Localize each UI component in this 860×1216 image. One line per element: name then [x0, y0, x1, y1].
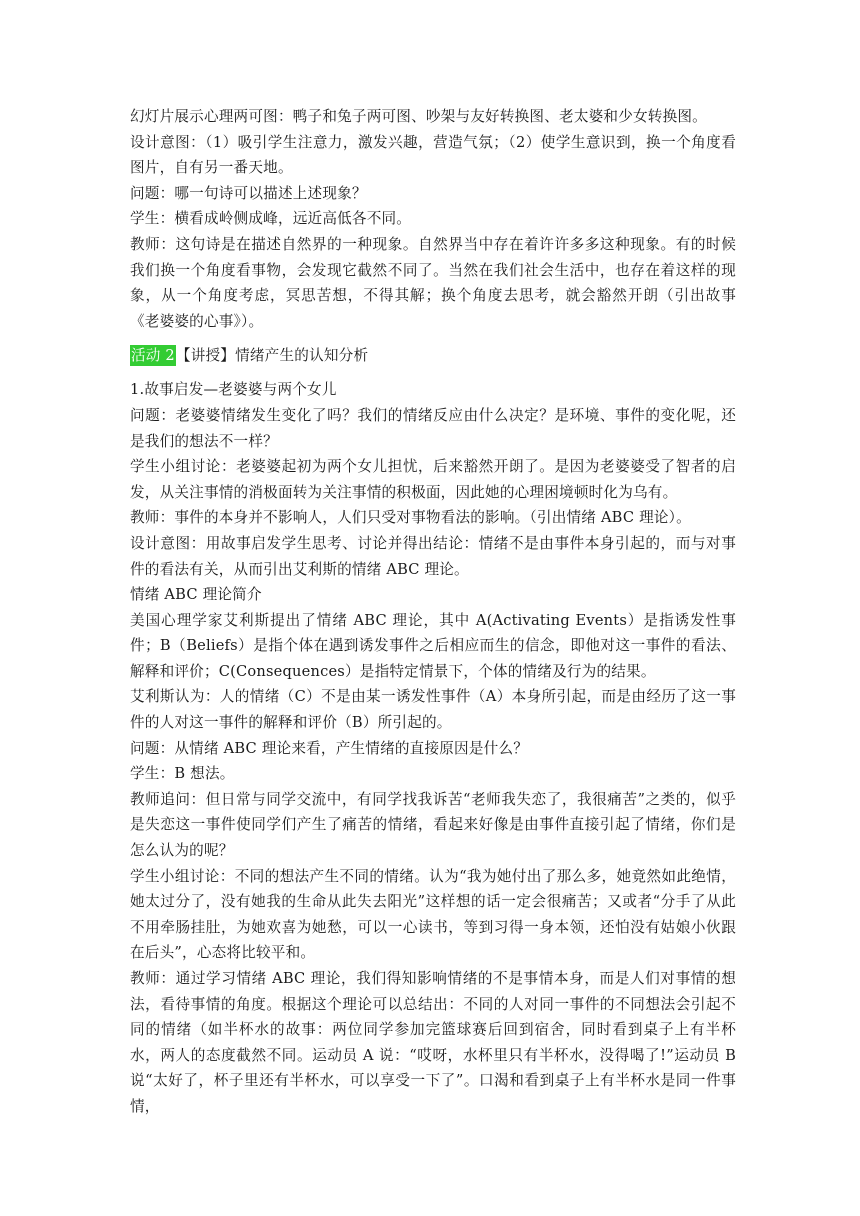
- paragraph-abc-definition: 美国心理学家艾利斯提出了情绪 ABC 理论，其中 A(Activating Events）是指诱发性事件；B（Beliefs）是指个体在遇到诱发事件之后相应而生的信念，即他对这一事件的看法、解释和评价；C(Consequences）是指特定情景下，个体的情绪及行为的结果。: [130, 611, 736, 680]
- paragraph-abc-heading: 情绪 ABC 理论简介: [130, 586, 262, 604]
- paragraph-teacher-followup: 教师追问：但日常与同学交流中，有同学找我诉苦“老师我失恋了，我很痛苦”之类的，似乎是失恋这一事件使同学们产生了痛苦的情绪，看起来好像是由事件直接引起了情绪，你们是怎么认为的呢？: [130, 790, 736, 860]
- paragraph-design-intent: 设计意图：（1）吸引学生注意力，激发兴趣，营造气氛；（2）使学生意识到，换一个角度看图片，自有另一番天地。: [130, 133, 736, 177]
- paragraph-group-discussion-2: 学生小组讨论：不同的想法产生不同的情绪。认为“我为她付出了那么多，她竟然如此绝情，她太过分了，没有她我的生命从此失去阳光”这样想的话一定会很痛苦；又或者“分手了从此不用牵肠挂肚，为她欢喜为她愁，可以一心读书，等到习得一身本领，还怕没有姑娘小伙跟在后头”，心态将比较平和。: [130, 867, 736, 962]
- paragraph-group-discussion: 学生小组讨论：老婆婆起初为两个女儿担忧，后来豁然开朗了。是因为老婆婆受了智者的启发，从关注事情的消极面转为关注事情的积极面，因此她的心理困境顿时化为乌有。: [130, 458, 736, 501]
- activity-title: 【讲授】情绪产生的认知分析: [175, 347, 369, 365]
- paragraph-student-answer: 学生：横看成岭侧成峰，远近高低各不同。: [130, 210, 412, 228]
- paragraph-slide-display: 幻灯片展示心理两可图：鸭子和兔子两可图、吵架与友好转换图、老太婆和少女转换图。: [130, 108, 707, 125]
- paragraph-teacher-summary: 教师：通过学习情绪 ABC 理论，我们得知影响情绪的不是事情本身，而是人们对事情的想法，看待事情的角度。根据这个理论可以总结出：不同的人对同一事件的不同想法会引起不同的情绪（如半杯水的故事：两位同学参加完篮球赛后回到宿舍，同时看到桌子上有半杯水，两人的态度截然不同。运动员 A 说：“哎呀，水杯里只有半杯水，没得喝了!”运动员 B 说“太好了，杯子里还有半杯水，可以享受一下了”。口渴和看到桌子上有半杯水是同一件事情，: [130, 970, 736, 1115]
- paragraph-question-cause: 问题：从情绪 ABC 理论来看，产生情绪的直接原因是什么？: [130, 739, 529, 757]
- document-page: [130, 104, 736, 1120]
- paragraph-ellis-view: 艾利斯认为：人的情绪（C）不是由某一诱发性事件（A）本身所引起，而是由经历了这一事件的人对这一事件的解释和评价（B）所引起的。: [130, 688, 736, 732]
- activity-tag: 活动 2: [131, 347, 175, 365]
- paragraph-question-emotion: 问题：老婆婆情绪发生变化了吗？我们的情绪反应由什么决定？是环境、事件的变化呢，还是我们的想法不一样？: [130, 406, 736, 450]
- paragraph-question-poem: 问题：哪一句诗可以描述上述现象？: [130, 184, 367, 202]
- paragraph-story-title: 1.故事启发—老婆婆与两个女儿: [130, 381, 337, 399]
- paragraph-student-b: 学生：B 想法。: [130, 765, 235, 783]
- activity-heading: [130, 343, 736, 368]
- paragraph-teacher-explanation: 教师：这句诗是在描述自然界的一种现象。自然界当中存在着许许多多这种现象。有的时候我们换一个角度看事物，会发现它截然不同了。当然在我们社会生活中，也存在着这样的现象，从一个角度考虑，冥思苦想，不得其解；换个角度去思考，就会豁然开朗（引出故事《老婆婆的心事》）。: [130, 235, 736, 330]
- paragraph-teacher-abc-intro: 教师：事件的本身并不影响人，人们只受对事物看法的影响。（引出情绪 ABC 理论）。: [130, 509, 691, 527]
- paragraph-design-intent-2: 设计意图：用故事启发学生思考、讨论并得出结论：情绪不是由事件本身引起的，而与对事件的看法有关，从而引出艾利斯的情绪 ABC 理论。: [130, 534, 736, 578]
